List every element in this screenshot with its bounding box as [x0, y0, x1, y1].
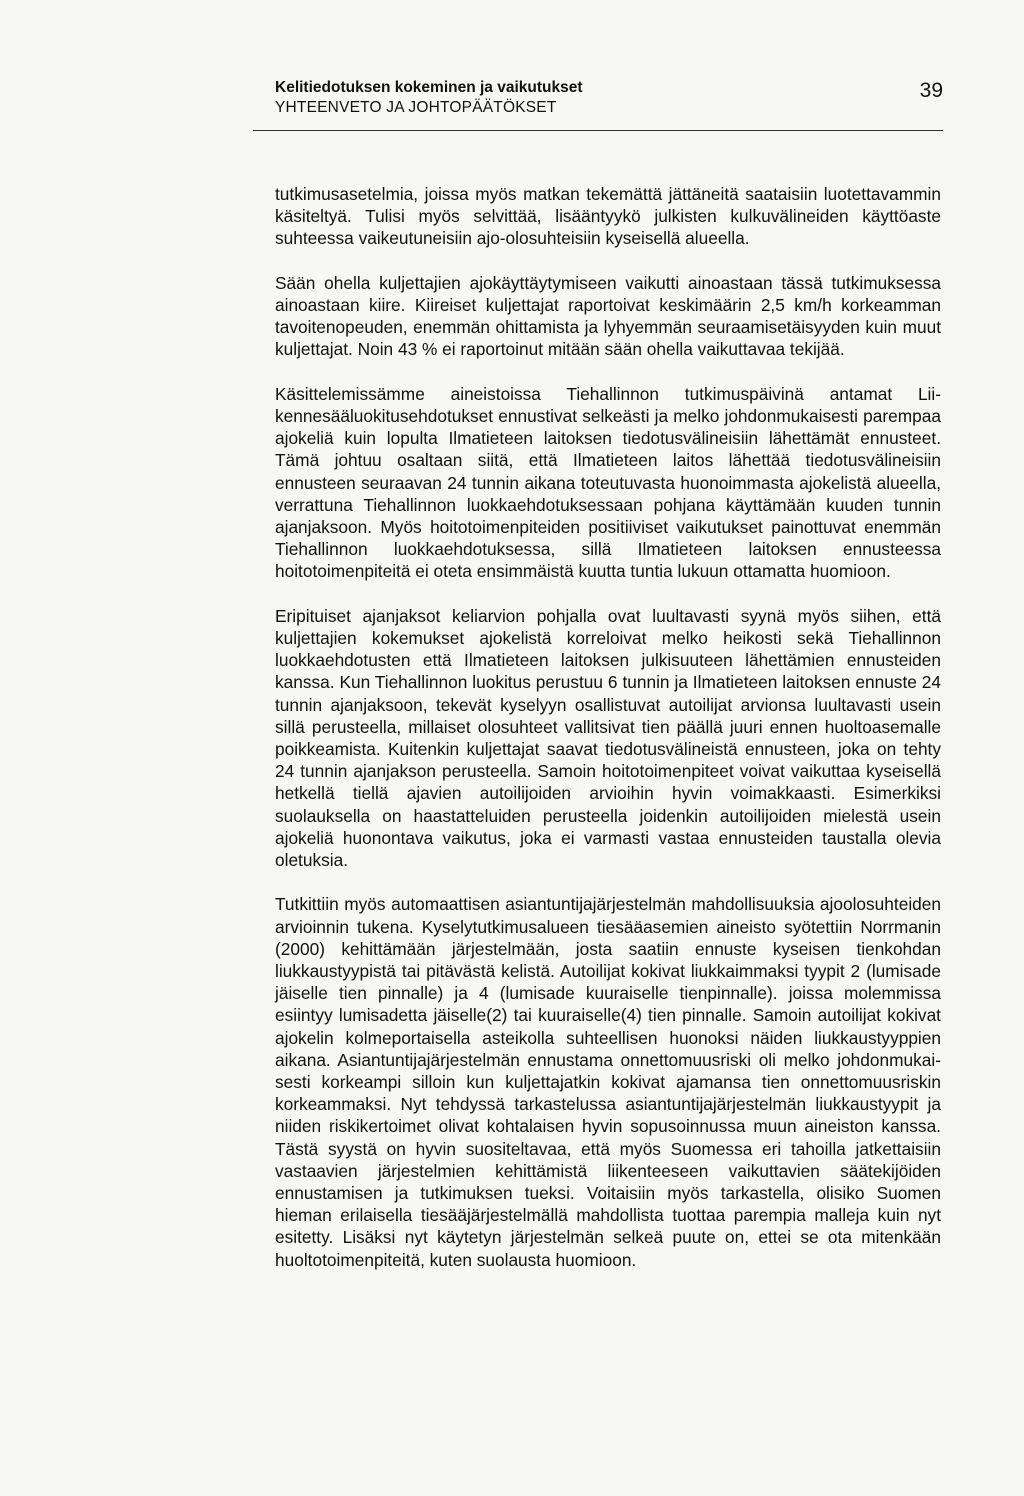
paragraph: tutkimusasetelmia, joissa myös matkan tekemättä jättäneitä saataisiin luotettavammin käsiteltyä. Tulisi myös selvittää, lisääntyykö julkisten kulkuvälineiden käyttöaste suhteessa vaikeutuneisiin ajo-olosuhteisiin kyseisellä alueella.: [275, 184, 941, 249]
paragraph: Käsittelemissämme aineistoissa Tiehallinnon tutkimuspäivinä antamat Liikennesääluokitusehdotukset ennustivat selkeästi ja melko johdonmukaisesti parempaa ajokeliä kuin lopulta Ilmatieteen laitoksen tiedotusvälineisiin lähettämät ennusteet. Tämä johtuu osaltaan siitä, että Ilmatieteen laitos lähettää tiedotusvälineisiin ennusteen seuraavan 24 tunnin aikana toteutuvasta huonoimmasta ajokelistä alueella, verrattuna Tiehallinnon luokkaehdotuksessaan pohjana käyttämään kuuden tunnin ajanjaksoon. Myös hoitotoimenpiteiden positiiviset vaikutukset painottuvat enemmän Tiehallinnon luokkaehdotuksessa, sillä Ilmatieteen laitoksen ennusteessa hoitotoimenpiteitä ei oteta ensimmäistä kuutta tuntia lukuun ottamatta huomioon.: [275, 383, 941, 582]
paragraph: Tutkittiin myös automaattisen asiantuntijajärjestelmän mahdollisuuksia ajoolosuhteiden arvioinnin tukena. Kyselytutkimusalueen tiesääasemien aineisto syötettiin Norrmanin (2000) kehittämään järjestelmään, josta saatiin ennuste kyseisen tienkohdan liukkaustyypistä tai pitävästä kelistä. Autoilijat kokivat liukkaimmaksi tyypit 2 (lumisade jäiselle tien pinnalle) ja 4 (lumisade kuuraiselle tienpinnalle). joissa molemmissa esiintyy lumisadetta jäiselle(2) tai kuuraiselle(4) tien pinnalle. Samoin autoilijat kokivat ajokelin kolmeportaisella asteikolla suhteellisen huonoksi näiden liukkaustyyppien aikana. Asiantuntijajärjestelmän ennustama onnettomuusriski oli melko johdonmukaisesti korkeampi silloin kun kuljettajatkin kokivat ajamansa tien onnettomuusriskin korkeammaksi. Nyt tehdyssä tarkastelussa asiantuntijajärjestelmän liukkaustyypit ja niiden riskikertoimet olivat kohtalaisen hyvin sopusoinnussa muun aineiston kanssa. Tästä syystä on hyvin suositeltavaa, että myös Suomessa eri tahoilla jatkettaisiin vastaavien järjestelmien kehittämistä liikenteeseen vaikuttavien säätekijöiden ennustamisen ja tutkimuksen tueksi. Voitaisiin myös tarkastella, olisiko Suomen hieman erilaisella tiesääjärjestelmällä mahdollista tuottaa parempia malleja kuin nyt esitetty. Lisäksi nyt käytetyn järjestelmän selkeä puute on, ettei se ota mitenkään huoltotoimenpiteitä, kuten suolausta huomioon.: [275, 894, 941, 1270]
paragraph: Eripituiset ajanjaksot keliarvion pohjalla ovat luultavasti syynä myös siihen, että kuljettajien kokemukset ajokelistä korreloivat melko heikosti sekä Tiehallinnon luokkaehdotusten että Ilmatieteen laitoksen julkisuuteen lähettämien ennusteiden kanssa. Kun Tiehallinnon luokitus perustuu 6 tunnin ja Ilmatieteen laitoksen ennuste 24 tunnin ajanjaksoon, tekevät kyselyyn osallistuvat autoilijat arvionsa luultavasti usein sillä perusteella, millaiset olosuhteet vallitsivat tien päällä juuri ennen huoltoasemalle poikkeamista. Kuitenkin kuljettajat saavat tiedotusvälineistä ennusteen, joka on tehty 24 tunnin ajanjakson perusteella. Samoin hoitotoimenpiteet voivat vaikuttaa kyseisellä hetkellä tiellä ajavien autoilijoiden arvioihin hyvin voimakkaasti. Esimerkiksi suolauksella on haastatteluiden perusteella joidenkin autoilijoiden mielestä usein ajokeliä huonontava vaikutus, joka ei varmasti vastaa ennusteiden taustalla olevia oletuksia.: [275, 605, 941, 871]
section-title: YHTEENVETO JA JOHTOPÄÄTÖKSET: [275, 99, 557, 116]
page-number: 39: [919, 79, 943, 102]
page-header: [275, 78, 943, 118]
header-divider: [253, 130, 943, 131]
paragraph: Sään ohella kuljettajien ajokäyttäytymiseen vaikutti ainoastaan tässä tutkimuksessa ainoastaan kiire. Kiireiset kuljettajat raportoivat keskimäärin 2,5 km/h korkeamman tavoitenopeuden, enemmän ohittamista ja lyhyemmän seuraamisetäisyyden kuin muut kuljettajat. Noin 43 % ei raportoinut mitään sään ohella vaikuttavaa tekijää.: [275, 272, 941, 360]
body-text: [275, 183, 941, 1271]
running-title: Kelitiedotuksen kokeminen ja vaikutukset: [275, 79, 583, 96]
